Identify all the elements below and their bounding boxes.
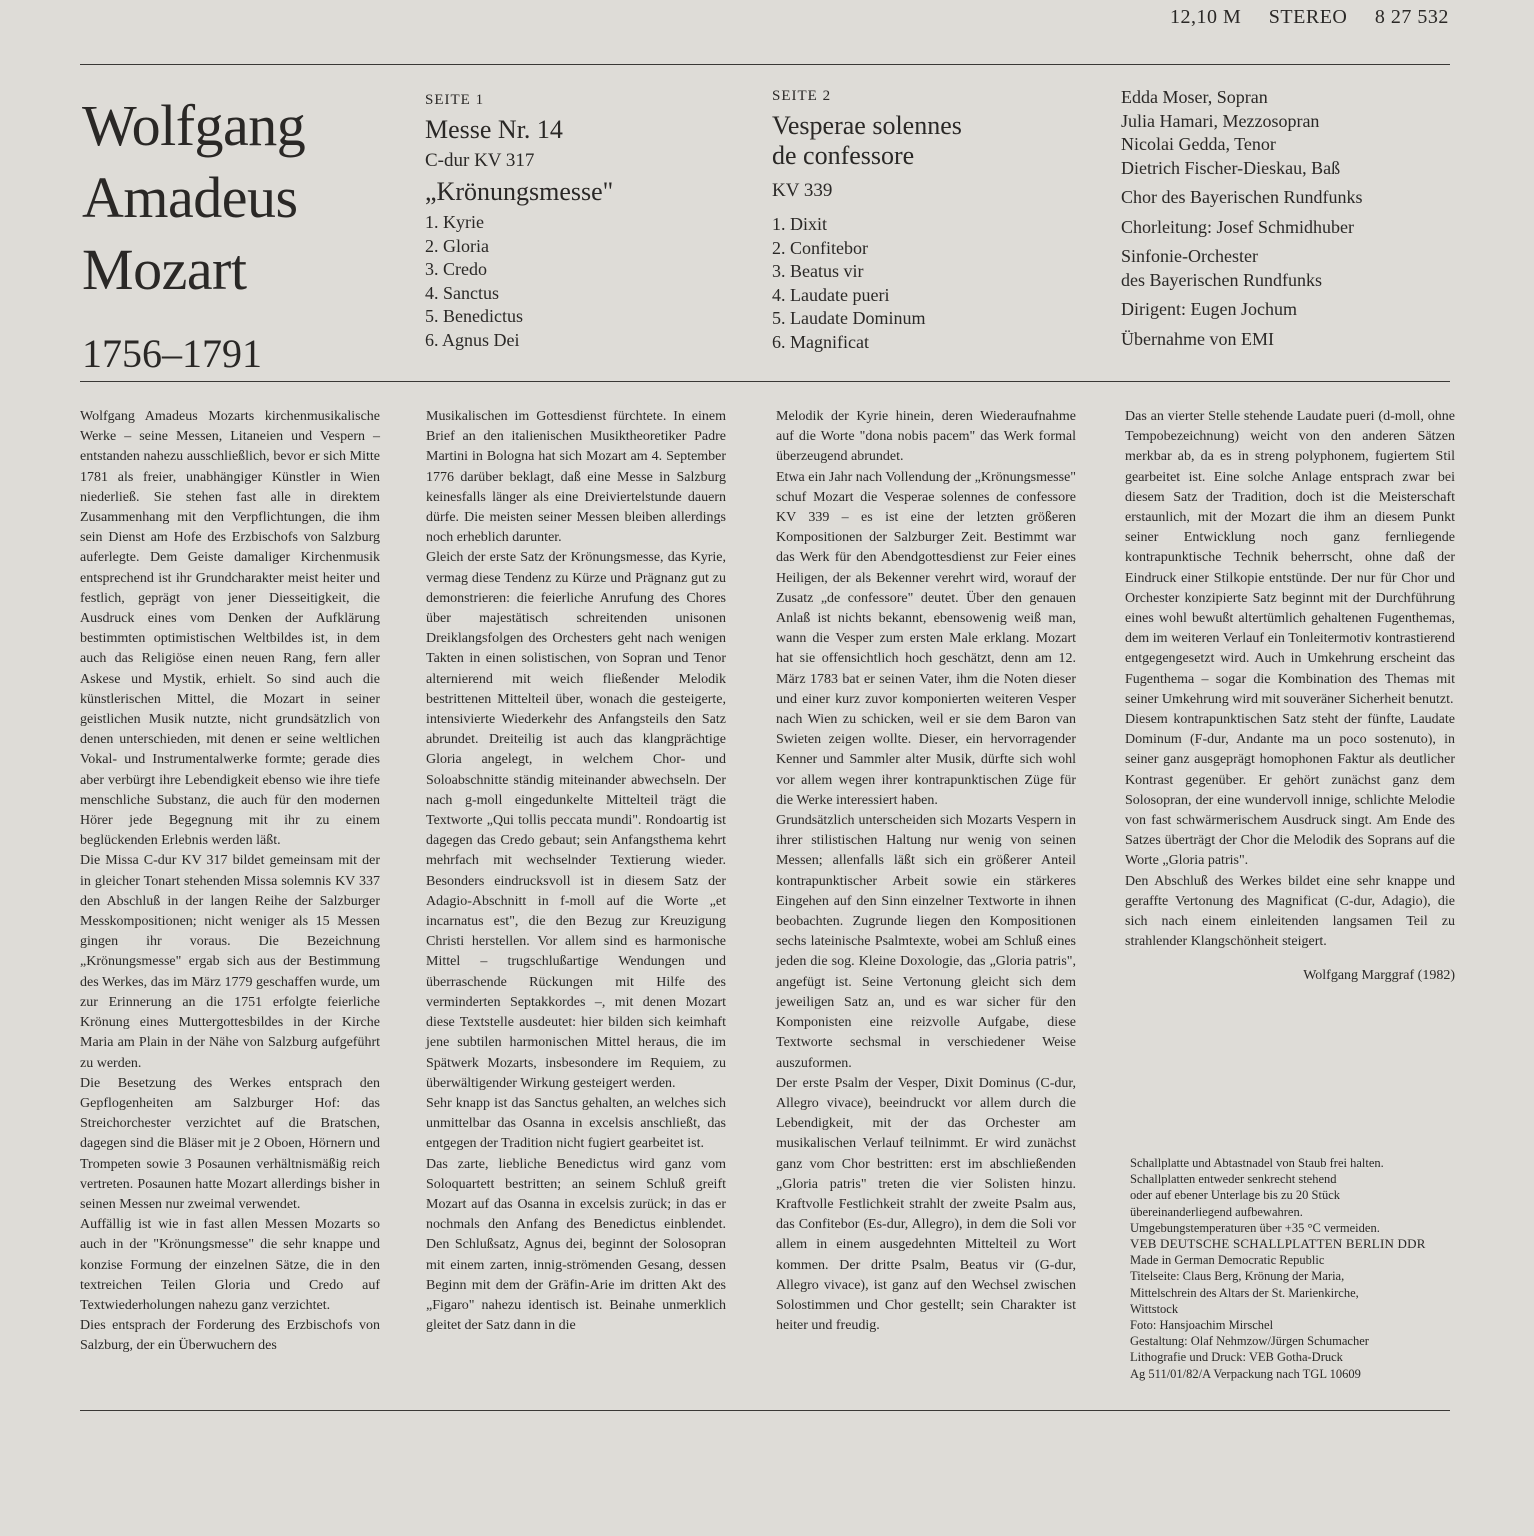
soloist: Julia Hamari, Mezzosopran (1121, 110, 1320, 131)
side-1-label: SEITE 1 (425, 92, 485, 108)
side-2-label: SEITE 2 (772, 88, 832, 104)
composer-years: 1756–1791 (82, 331, 262, 376)
side-1 (425, 92, 613, 352)
note-line: Lithografie und Druck: VEB Gotha-Druck (1130, 1350, 1343, 1365)
note-line: Gestaltung: Olaf Nehmzow/Jürgen Schumacher (1130, 1334, 1369, 1349)
essay-paragraph: Der erste Psalm der Vesper, Dixit Dominus (C-dur, Allegro vivace), beeindruckt vor allem durch die Lebendigkeit, mit der das Orchester am musikalischen Verlauf teilnimmt. Er wird zunächst ganz vom Chor bestritten: erst im abschließenden „Gloria patris" treten die vier Solisten hinzu. Kraftvolle Festlichkeit strahlt der zweite Psalm aus, das Confitebor (Es-dur, Allegro), in dem die Soli vor allem in einem ausgedehnten Mittelteil zu Wort kommen. Der dritte Psalm, Beatus vir (G-dur, Allegro vivace), ist ganz auf den Wechsel zwischen Solostimmen und Chor gestellt; sein Charakter ist heiter und freudig. (776, 1075, 1076, 1334)
side-2-catalog: KV 339 (772, 180, 833, 201)
bottom-rule (80, 1410, 1450, 1411)
essay-paragraph: Das zarte, liebliche Benedictus wird ganz vom Soloquartett bestritten; an seinem Schluß greift Mozart auf das Osanna in excelsis zurück; in das er nochmals den Anfang des Benedictus einblendet. Den Schlußsatz, Agnus dei, beginnt der Solosopran mit einem zarten, innig-strömenden Gesang, dessen Beginn mit dem der Gräfin-Arie im dritten Akt des „Figaro" nahezu identisch ist. Beinahe unmerklich gleitet der Satz dann in die (426, 1156, 726, 1334)
production-notes (1130, 1155, 1470, 1382)
composer-last-name: Mozart (82, 237, 247, 302)
essay-paragraph: Das an vierter Stelle stehende Laudate pueri (d-moll, ohne Tempobezeichnung) weicht von den anderen Sätzen merkbar ab, da es in streng polyphonem, fugiertem Stil gearbeitet ist. Eine solche Anlage entsprach zwar bei diesem Satz der Tradition, doch ist die Meisterschaft erstaunlich, mit der Mozart die ihm an diesem Punkt seiner Entwicklung noch ganz fernliegende kontrapunktische Technik beherrscht, ohne daß der Eindruck einer Stilkopie entstünde. Der nur für Chor und Orchester konzipierte Satz beginnt mit der Durchführung eines wohl bewußt altertümlich gehaltenen Fugenthemas, dem im weiteren Verlauf ein Tonleitermotiv kontrastierend entgegengesetzt wird. Auch in Umkehrung erscheint das Fugenthema – sogar die Kombination des Themas mit seiner Umkehrung wird mit souveräner Sicherheit benutzt. (1125, 409, 1455, 707)
side-2-title: de confessore (772, 141, 915, 170)
side-2-movement: 5. Laudate Dominum (772, 308, 926, 328)
essay-paragraph: Etwa ein Jahr nach Vollendung der „Krönungsmesse" schuf Mozart die Vesperae solennes de confessore KV 339 – es ist eine der letzten größeren Kompositionen der Salzburger Zeit. Bestimmt war das Werk für den Abendgottesdienst zur Feier eines Heiligen, der als Bekenner verehrt wird, worauf der Zusatz „de confessore" deutet. Über den genauen Anlaß ist nichts bekannt, ebensowenig weiß man, wann die Vesper zum ersten Male erklang. Mozart hat sie offensichtlich hoch geschätzt, denn am 12. März 1783 bat er seinen Vater, ihm die Noten dieser und einer kurz zuvor komponierten weiteren Vesper nach Wien zu schicken, weil er sie dem Baron van Swieten zeigen wollte. Dieser, ein hervorragender Kenner und Sammler alter Musik, dürfte sich wohl vor allem wegen ihrer kontrapunktischen Züge für die Werke interessiert haben. (776, 469, 1076, 808)
essay-paragraph: Die Missa C-dur KV 317 bildet gemeinsam mit der in gleicher Tonart stehenden Missa solemnis KV 337 den Abschluß in der langen Reihe der Salzburger Messkompositionen; nicht weniger als 15 Messen gingen ihr voraus. Die Bezeichnung „Krönungsmesse" ergab sich aus der Bestimmung des Werkes, das im März 1779 geschaffen wurde, um zur Erinnerung an die 1751 erfolgte feierliche Krönung eines Muttergottesbildes in der Kirche Maria am Plain in der Nähe von Salzburg aufgeführt zu werden. (80, 853, 380, 1071)
essay-column-2 (426, 407, 726, 1336)
note-line: Ag 511/01/82/A Verpackung nach TGL 10609 (1130, 1366, 1361, 1381)
note-line: übereinanderliegend aufbewahren. (1130, 1204, 1303, 1219)
note-line: Schallplatte und Abtastnadel von Staub frei halten. (1130, 1156, 1384, 1170)
essay-paragraph: Auffällig ist wie in fast allen Messen Mozarts so auch in der "Krönungsmesse" die sehr knappe und konzise Formung der einzelnen Sätze, die in den textreichen Teilen Gloria und Credo auf Textwiederholungen nahezu ganz verzichtet. (80, 1217, 380, 1313)
composer-middle-name: Amadeus (82, 165, 298, 230)
essay-paragraph: Wolfgang Amadeus Mozarts kirchenmusikalische Werke – seine Messen, Litaneien und Vespern – entstanden nahezu ausschließlich, bevor er sich Mitte 1781 als freier, unabhängiger Künstler in Wien niederließ. Sie stehen fast alle in direktem Zusammenhang mit den Verpflichtungen, die ihm sein Dienst am Hofe des Erzbischofs von Salzburg auferlegte. Dem Geiste damaliger Kirchenmusik entsprechend ist ihr Grundcharakter meist heiter und festlich, geprägt von jener Diesseitigkeit, die Ausdruck eines vom Denken der Aufklärung bestimmten optimistischen Weltbildes ist, in dem auch das Religiöse einen neuen Rang, fern aller Askese und Mystik, erhielt. So sind auch die künstlerischen Mittel, die Mozart in seiner geistlichen Musik nutzte, nicht grundsätzlich von denen unterschieden, mit denen er seine weltlichen Vokal- und Instrumentalwerke formte; gerade dies aber verbürgt ihre Lebendigkeit ebenso wie ihre tiefe menschliche Substanz, die auch für den modernen Hörer jede Begegnung mit ihr zu einem beglückenden Erlebnis werden läßt. (80, 409, 380, 849)
side-1-movement: 4. Sanctus (425, 282, 499, 303)
performers (1121, 86, 1362, 351)
soloist: Dietrich Fischer-Dieskau, Baß (1121, 157, 1341, 178)
side-1-nickname: „Krönungsmesse" (425, 177, 614, 206)
choir: Chor des Bayerischen Rundfunks (1121, 187, 1363, 207)
top-rule (80, 64, 1450, 65)
essay-paragraph: Den Abschluß des Werkes bildet eine sehr knappe und geraffte Vertonung des Magnificat (C-dur, Adagio), die sich nach einem einleitenden langsamen Teil zu strahlender Klangschönheit steigert. (1125, 873, 1455, 950)
side-1-key: C-dur KV 317 (425, 150, 535, 171)
label-name: VEB DEUTSCHE SCHALLPLATTEN BERLIN DDR (1130, 1236, 1426, 1252)
note-line: Titelseite: Claus Berg, Krönung der Maria, (1130, 1269, 1345, 1284)
side-1-movement: 6. Agnus Dei (425, 329, 520, 350)
note-line: oder auf ebener Unterlage bis zu 20 Stück (1130, 1188, 1340, 1203)
composer-block (82, 90, 305, 377)
middle-rule (80, 381, 1450, 382)
essay-paragraph: Grundsätzlich unterscheiden sich Mozarts Vespern in ihrer stilistischen Haltung nur wenig von seinen Messen; allenfalls läßt sich ein größerer Anteil kontrapunktischer Arbeit sowie ein stärkeres Eingehen auf den Sinn einzelner Textworte in ihnen beobachten. Zugrunde liegen den Kompositionen sechs lateinische Psalmtexte, wobei am Schluß eines jeden die sog. Kleine Doxologie, das „Gloria patris", angefügt ist. Seine Vertonung gleicht sich dem jeweiligen Satz an, und es war sicher für den Komponisten eine reizvolle Aufgabe, diese Textworte sechsmal in verschiedener Weise auszuformen. (776, 813, 1076, 1071)
essay-paragraph: Dies entsprach der Forderung des Erzbischofs von Salzburg, der ein Überwuchern des (80, 1318, 380, 1354)
essay-author: Wolfgang Marggraf (1982) (1303, 968, 1455, 984)
essay-paragraph: Gleich der erste Satz der Krönungsmesse, das Kyrie, vermag diese Tendenz zu Kürze und Prägnanz gut zu demonstrieren: die feierliche Anrufung des Chores über majestätisch schreitenden unisonen Dreiklangsfolgen des Orchesters geht nach wenigen Takten in einen solistischen, von Sopran und Tenor alternierend mit weich fließender Melodik bestrittenen Mittelteil über, wonach die gesteigerte, intensivierte Wiederkehr des Anfangsteils den Satz abrundet. Dreiteilig ist auch das klangprächtige Gloria angelegt, in welchem Chor- und Soloabschnitte ständig miteinander abwechseln. Der nach g-moll eingedunkelte Mittelteil trägt die Textworte „Qui tollis peccata mundi". Rondoartig ist dagegen das Credo gebaut; sein Anfangsthema kehrt mehrfach mit wechselnder Textierung wieder. Besonders eindrucksvoll ist in diesem Satz der Adagio-Abschnitt in f-moll auf die Worte „et incarnatus est", die den Bezug zur Kreuzigung Christi herstellen. Vor allem sind es harmonische Mittel – trugschlußartige Wendungen und überraschende Rückungen mit Hilfe des verminderten Septakkordes –, mit denen Mozart diese Textstelle ausdeutet: hier bilden sich keimhaft jene subtilen harmonischen Mittel heraus, die im Spätwerk Mozarts, insbesondere im Requiem, zu überwältigender Wirkung gesteigert werden. (426, 550, 726, 1091)
side-2-movement: 1. Dixit (772, 214, 828, 234)
side-1-movement: 1. Kyrie (425, 212, 484, 232)
soloist: Nicolai Gedda, Tenor (1121, 134, 1276, 154)
note-line: Schallplatten entweder senkrecht stehend (1130, 1172, 1337, 1187)
side-1-movement: 5. Benedictus (425, 306, 523, 326)
side-2-title: Vesperae solennes (772, 111, 962, 140)
side-2-movement: 3. Beatus vir (772, 261, 864, 281)
soloist: Edda Moser, Sopran (1121, 87, 1268, 107)
side-2-movement: 6. Magnificat (772, 331, 869, 352)
orchestra: des Bayerischen Rundfunks (1121, 269, 1322, 290)
side-2-movement: 2. Confitebor (772, 237, 868, 258)
note-line: Made in German Democratic Republic (1130, 1253, 1325, 1268)
side-2-movement: 4. Laudate pueri (772, 284, 890, 305)
composer-first-name: Wolfgang (82, 93, 306, 158)
essay-paragraph: Die Besetzung des Werkes entsprach den Gepflogenheiten am Salzburger Hof: das Streichorchester verzichtet auf die Bratschen, dagegen sind die Bläser mit je 2 Oboen, Hörnern und Trompeten sowie 3 Posaunen verhältnismäßig reich vertreten. Posaunen hatte Mozart allerdings bisher in seinen Messen nur zweimal verwendet. (80, 1075, 380, 1212)
essay-column-3 (776, 407, 1076, 1336)
catalog-number: 8 27 532 (1374, 6, 1449, 28)
essay-column-4 (1125, 407, 1455, 987)
essay-paragraph: Musikalischen im Gottesdienst fürchtete. In einem Brief an den italienischen Musiktheoretiker Padre Martini in Bologna hat sich Mozart am 4. September 1776 darüber beklagt, daß eine Messe in Salzburg keinesfalls länger als eine Dreiviertelstunde dauern dürfe. Die meisten seiner Messen bleiben allerdings noch erheblich darunter. (426, 409, 726, 546)
note-line: Umgebungstemperaturen über +35 °C vermeiden. (1130, 1220, 1380, 1235)
side-2 (772, 88, 962, 354)
side-1-title: Messe Nr. 14 (425, 115, 563, 144)
side-1-movement: 2. Gloria (425, 235, 489, 256)
format: STEREO (1268, 6, 1348, 28)
choir-director: Chorleitung: Josef Schmidhuber (1121, 216, 1354, 237)
note-line: Foto: Hansjoachim Mirschel (1130, 1318, 1274, 1333)
orchestra: Sinfonie-Orchester (1121, 246, 1258, 266)
conductor: Dirigent: Eugen Jochum (1121, 299, 1297, 319)
essay-column-1 (80, 407, 380, 1357)
price: 12,10 M (1170, 6, 1242, 28)
essay-paragraph: Diesem kontrapunktischen Satz steht der fünfte, Laudate Dominum (F-dur, Andante ma un poco sostenuto), in seiner ganz ausgeprägt homophonen Faktur als deutlicher Kontrast gegenüber. Er gehört zunächst ganz dem Solosopran, der eine wundervoll innige, schlichte Melodie von fast schwärmerischem Ausdruck singt. Am Ende des Satzes überträgt der Chor die Melodik des Soprans auf die Worte „Gloria patris". (1125, 712, 1455, 869)
essay-paragraph: Sehr knapp ist das Sanctus gehalten, an welches sich unmittelbar das Osanna in excelsis anschließt, das entgegen der Tradition nicht fugiert gearbeitet ist. (426, 1095, 726, 1152)
catalog-header (1170, 6, 1471, 29)
essay-paragraph: Melodik der Kyrie hinein, deren Wiederaufnahme auf die Worte "dona nobis pacem" das Werk formal überzeugend abrundet. (776, 409, 1076, 465)
note-line: Mittelschrein des Altars der St. Marienkirche, (1130, 1285, 1359, 1300)
license: Übernahme von EMI (1121, 328, 1274, 349)
side-1-movement: 3. Credo (425, 259, 487, 279)
note-line: Wittstock (1130, 1301, 1179, 1316)
